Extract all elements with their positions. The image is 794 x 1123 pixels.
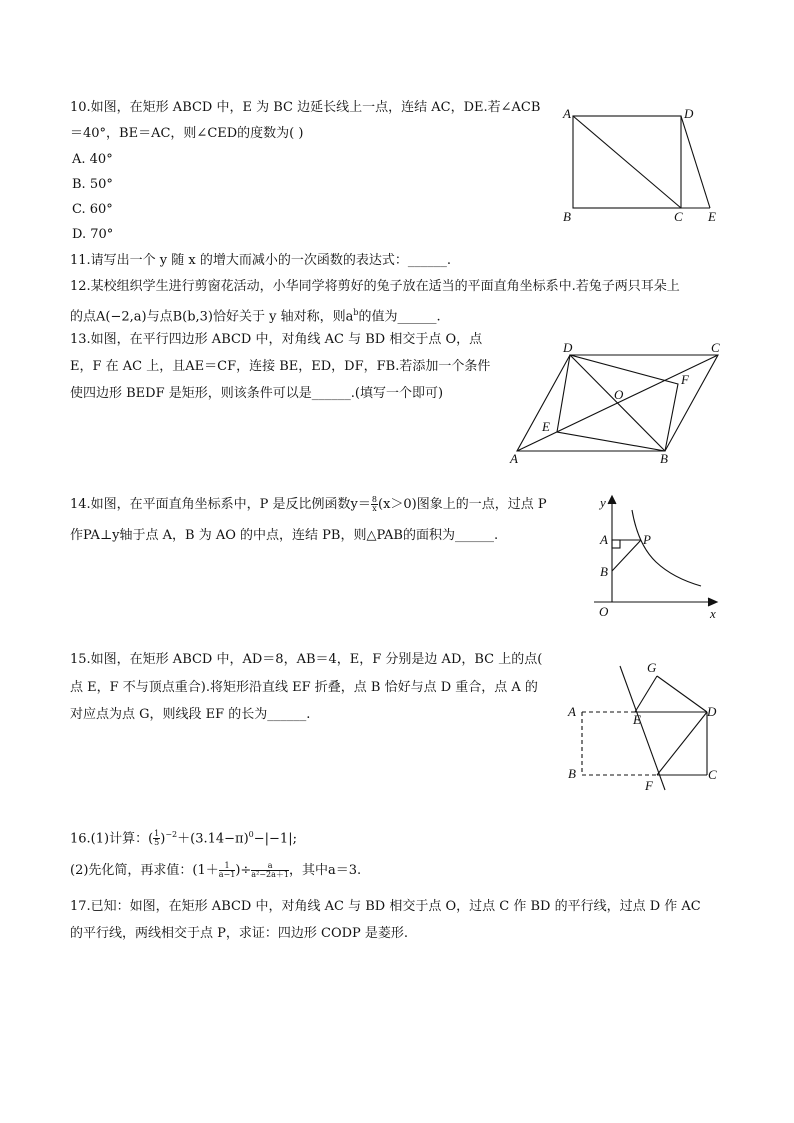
q14-label-a: A xyxy=(600,532,608,547)
q10-option-b: B. 50° xyxy=(72,177,113,192)
q16-part2-frac2-num: a xyxy=(251,862,289,871)
q16-part1-frac-den: 5 xyxy=(154,838,160,848)
q16-part2-frac1-den: a−1 xyxy=(218,870,236,879)
q16-part2 xyxy=(70,862,361,880)
q16-part2-fraction2 xyxy=(251,862,289,879)
q13-label-b: B xyxy=(660,451,668,466)
q15-label-a: A xyxy=(568,704,576,719)
q14-right-angle-mark xyxy=(612,540,620,548)
q14-line1-end: (x＞0)图象上的一点，过点 P xyxy=(378,497,547,512)
q15-label-d: D xyxy=(707,704,717,719)
q13-label-d: D xyxy=(563,340,573,355)
q16-part2-end: ，其中a＝3. xyxy=(288,863,362,878)
q13-label-e: E xyxy=(542,419,550,434)
q15-label-b: B xyxy=(568,766,576,781)
q10-label-b: B xyxy=(563,209,571,224)
q14-label-o: O xyxy=(599,604,609,619)
q15-label-c: C xyxy=(708,767,717,782)
q10-label-c: C xyxy=(674,209,683,224)
q12-line1: 12.某校组织学生进行剪窗花活动，小华同学将剪好的兔子放在适当的平面直角坐标系中.若兔子两只耳朵上 xyxy=(70,279,680,294)
q14-line1 xyxy=(70,496,547,514)
q16-part1-mid: ＋(3.14−π) xyxy=(177,831,249,847)
q10-figure xyxy=(560,104,730,229)
q10-label-e: E xyxy=(708,209,716,224)
q15-line1: 15.如图，在矩形 ABCD 中，AD＝8，AB＝4，E，F 分别是边 AD，BC 上的点( xyxy=(70,652,543,667)
q10-line2: ＝40°，BE＝AC，则∠CED的度数为( ) xyxy=(70,126,304,141)
q14-figure xyxy=(588,490,723,620)
q16-part1-close: ) xyxy=(160,831,166,847)
q15-segment-fd xyxy=(657,712,707,775)
q16-part2-frac2-den: a²−2a＋1 xyxy=(251,870,289,879)
q15-fold-line-ef xyxy=(620,666,665,790)
q16-part2-div: )÷ xyxy=(235,863,252,878)
q15-line3: 对应点为点 G，则线段 EF 的长为______. xyxy=(70,707,311,722)
q14-fraction xyxy=(371,496,378,513)
q14-frac-num: 8 xyxy=(371,495,377,504)
q14-label-b: B xyxy=(600,564,608,579)
q14-x-arrow xyxy=(708,598,717,606)
q15-segment-gd xyxy=(657,676,707,712)
q13-label-a: A xyxy=(510,451,518,466)
q13-label-o: O xyxy=(614,387,624,402)
q10-line1: 10.如图，在矩形 ABCD 中，E 为 BC 边延长线上一点，连结 AC，DE.若∠ACB xyxy=(70,100,541,115)
q16-part1-exp2: 0 xyxy=(248,830,254,839)
q14-frac-den: x xyxy=(372,504,377,513)
q15-label-g: G xyxy=(647,660,657,675)
q13-figure xyxy=(505,340,730,468)
q16-part1-exp1: −2 xyxy=(165,830,178,839)
q11-text: 11.请写出一个 y 随 x 的增大而减小的一次函数的表达式：______. xyxy=(70,253,452,268)
q17-line2: 的平行线，两线相交于点 P，求证：四边形 CODP 是菱形. xyxy=(70,926,409,941)
q13-line1: 13.如图，在平行四边形 ABCD 中，对角线 AC 与 BD 相交于点 O，点 xyxy=(70,332,483,347)
q14-label-y: y xyxy=(600,495,606,510)
q12-line2-end: 的值为______. xyxy=(358,309,441,325)
q10-label-a: A xyxy=(563,106,571,121)
q13-label-c: C xyxy=(711,340,720,355)
q17-line1: 17.已知：如图，在矩形 ABCD 中，对角线 AC 与 BD 相交于点 O，过点 C 作 BD 的平行线，过点 D 作 AC xyxy=(70,899,701,914)
q10-option-a: A. 40° xyxy=(72,152,113,167)
q12-line2 xyxy=(70,304,441,326)
q14-segment-pb xyxy=(612,540,641,571)
q16-part1-start: 16.(1)计算：( xyxy=(70,831,154,847)
q16-part2-start: (2)先化简，再求值：(1＋ xyxy=(70,863,219,878)
q10-label-d: D xyxy=(684,106,694,121)
q16-part2-frac1-num: 1 xyxy=(219,862,236,871)
q16-part2-fraction1 xyxy=(219,862,236,879)
q16-part1-frac-num: 1 xyxy=(154,829,160,839)
q14-line1-start: 14.如图，在平面直角坐标系中，P 是反比例函数y＝ xyxy=(70,497,371,512)
q15-line2: 点 E，F 不与顶点重合).将矩形沿直线 EF 折叠，点 B 恰好与点 D 重合，点 A 的 xyxy=(70,680,538,695)
q15-segment-ge xyxy=(635,676,657,712)
q13-line2: E，F 在 AC 上，且AE＝CF，连接 BE，ED，DF，FB.若添加一个条件 xyxy=(70,359,491,374)
q12-exponent: b xyxy=(353,308,359,317)
q14-label-x: x xyxy=(710,606,716,621)
q13-line3: 使四边形 BEDF 是矩形，则该条件可以是______.(填写一个即可) xyxy=(70,386,444,401)
q10-option-d: D. 70° xyxy=(72,227,114,242)
q10-segment-de xyxy=(681,116,710,208)
q15-label-f: F xyxy=(645,778,653,793)
q14-label-p: P xyxy=(643,532,651,547)
q15-label-e: E xyxy=(633,712,641,727)
q10-diagonal-ac xyxy=(573,116,681,208)
q15-figure xyxy=(565,658,725,793)
q14-hyperbola-curve xyxy=(632,510,701,586)
q13-label-f: F xyxy=(681,372,689,387)
q14-y-arrow xyxy=(608,496,616,504)
q10-option-c: C. 60° xyxy=(72,202,113,217)
q16-part1 xyxy=(70,826,297,848)
q12-line2-text: 的点A(−2,a)与点B(b,3)恰好关于 y 轴对称，则a xyxy=(70,309,354,325)
q16-part1-end: −|−1|; xyxy=(253,831,297,847)
q14-line2: 作PA⊥y轴于点 A，B 为 AO 的中点，连结 PB，则△PAB的面积为______. xyxy=(70,528,499,543)
